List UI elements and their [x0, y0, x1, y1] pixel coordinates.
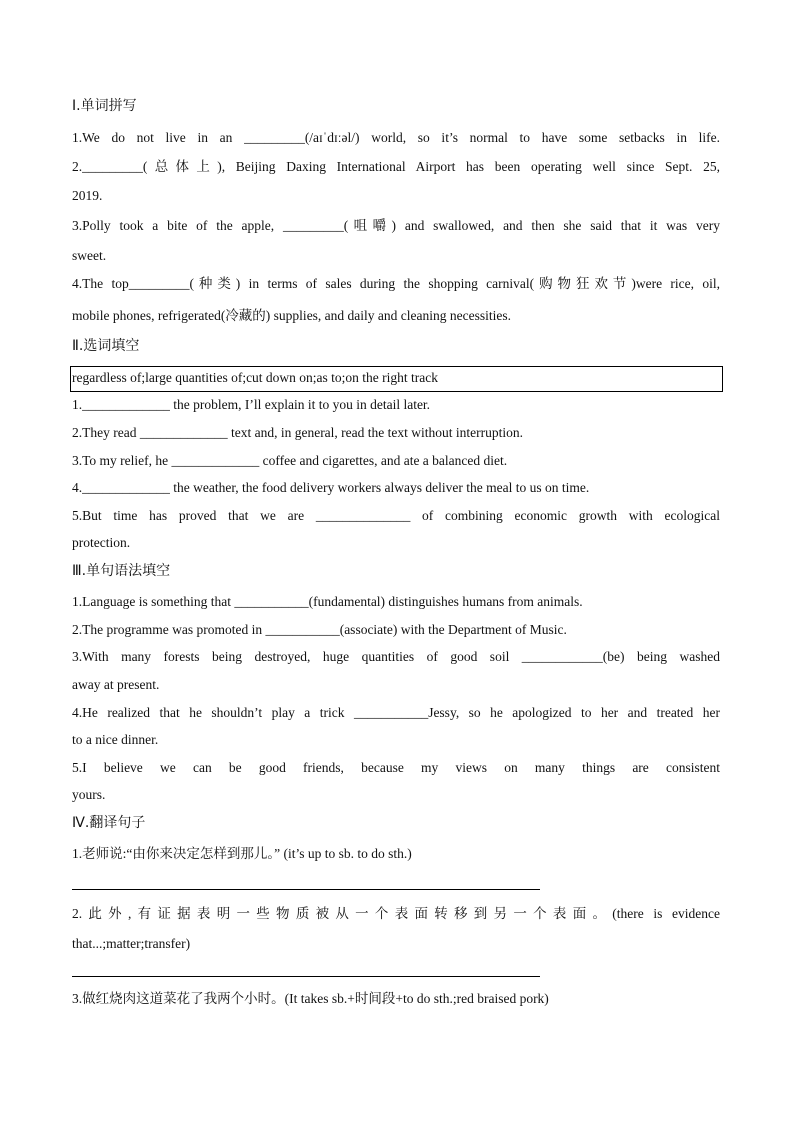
- s3-question-5-line-2: yours.: [72, 787, 106, 802]
- answer-line-2[interactable]: [72, 976, 540, 977]
- s1-question-2-line-1: 2._________(总体上), Beijing Daxing International Airport has been operating well since Sept. 25,: [72, 159, 720, 174]
- s2-question-5-line-1: 5.But time has proved that we are ______________ of combining economic growth with ecological: [72, 508, 720, 523]
- s1-question-1: 1.We do not live in an _________(/aɪˈdɪːəl/) world, so it’s normal to have some setbacks in life.: [72, 130, 720, 145]
- s2-question-1: 1._____________ the problem, I’ll explain it to you in detail later.: [72, 397, 431, 412]
- section-1-title: Ⅰ.单词拼写: [72, 98, 137, 114]
- section-3-title: Ⅲ.单句语法填空: [72, 563, 171, 579]
- s4-question-1: 1.老师说:“由你来决定怎样到那儿。” (it’s up to sb. to do sth.): [72, 846, 412, 861]
- s3-question-4-line-2: to a nice dinner.: [72, 732, 159, 747]
- s1-question-4-line-1: 4.The top_________(种类) in terms of sales during the shopping carnival(购物狂欢节)were rice, oil,: [72, 276, 720, 291]
- s1-question-2-line-2: 2019.: [72, 188, 103, 203]
- s2-question-3: 3.To my relief, he _____________ coffee and cigarettes, and ate a balanced diet.: [72, 453, 508, 468]
- s1-question-3-line-2: sweet.: [72, 248, 107, 263]
- word-bank-box: [70, 366, 723, 392]
- s4-question-2-line-2: that...;matter;transfer): [72, 936, 191, 951]
- s2-question-5-line-2: protection.: [72, 535, 131, 550]
- s4-question-2-line-1: 2.此外,有证据表明一些物质被从一个表面转移到另一个表面。(there is evidence: [72, 906, 720, 921]
- s3-question-2: 2.The programme was promoted in ___________(associate) with the Department of Music.: [72, 622, 567, 637]
- s1-question-3-line-1: 3.Polly took a bite of the apple, _________(咀嚼) and swallowed, and then she said that it was very: [72, 218, 720, 233]
- section-4-title: Ⅳ.翻译句子: [72, 815, 146, 831]
- s4-question-3: 3.做红烧肉这道菜花了我两个小时。(It takes sb.+时间段+to do sth.;red braised pork): [72, 991, 549, 1006]
- answer-line-1[interactable]: [72, 889, 540, 890]
- s3-question-1: 1.Language is something that ___________(fundamental) distinguishes humans from animals.: [72, 594, 583, 609]
- word-bank-text: regardless of;large quantities of;cut down on;as to;on the right track: [72, 370, 439, 385]
- s2-question-4: 4._____________ the weather, the food delivery workers always deliver the meal to us on time.: [72, 480, 590, 495]
- s2-question-2: 2.They read _____________ text and, in general, read the text without interruption.: [72, 425, 524, 440]
- s3-question-5-line-1: 5.I believe we can be good friends, because my views on many things are consistent: [72, 760, 720, 775]
- s3-question-3-line-2: away at present.: [72, 677, 160, 692]
- s1-question-4-line-2: mobile phones, refrigerated(冷藏的) supplies, and daily and cleaning necessities.: [72, 308, 511, 323]
- s3-question-3-line-1: 3.With many forests being destroyed, huge quantities of good soil ____________(be) being washed: [72, 649, 720, 664]
- section-2-title: Ⅱ.选词填空: [72, 338, 140, 354]
- s3-question-4-line-1: 4.He realized that he shouldn’t play a trick ___________Jessy, so he apologized to her and treated her: [72, 705, 720, 720]
